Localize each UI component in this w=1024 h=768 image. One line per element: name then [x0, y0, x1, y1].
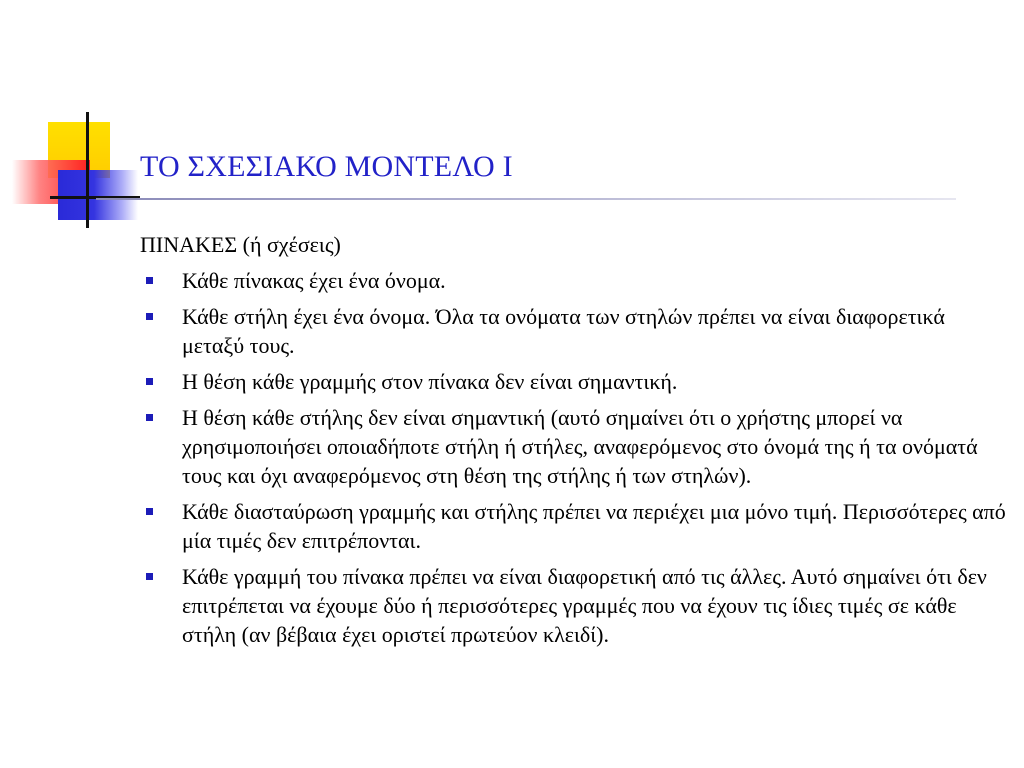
- bullet-text: Κάθε διασταύρωση γραμμής και στήλης πρέπει να περιέχει μια μόνο τιμή. Περισσότερες από μία τιμές δεν επιτρέπονται.: [182, 499, 1006, 553]
- bullet-list: [140, 266, 1010, 649]
- bullet-item: [140, 302, 1010, 360]
- bullet-text: Κάθε στήλη έχει ένα όνομα. Όλα τα ονόματα των στηλών πρέπει να είναι διαφορετικά μεταξύ τους.: [182, 304, 945, 358]
- bullet-text: Η θέση κάθε γραμμής στον πίνακα δεν είναι σημαντική.: [182, 369, 678, 394]
- slide-corner-logo-icon: [0, 0, 200, 240]
- square-bullet-icon: [146, 573, 153, 580]
- bullet-text: Η θέση κάθε στήλης δεν είναι σημαντική (αυτό σημαίνει ότι ο χρήστης μπορεί να χρησιμοποιήσει οποιαδήποτε στήλη ή στήλες, αναφερόμενος στο όνομά της ή τα ονόματά τους και όχι αναφερόμενος στη θέση της στήλης ή των στηλών).: [182, 405, 978, 488]
- square-bullet-icon: [146, 508, 153, 515]
- slide-body: [140, 230, 1010, 656]
- logo-vertical-line: [86, 112, 89, 228]
- bullet-text: Κάθε γραμμή του πίνακα πρέπει να είναι διαφορετική από τις άλλες. Αυτό σημαίνει ότι δεν επιτρέπεται να έχουμε δύο ή περισσότερες γραμμές που να έχουν τις ίδιες τιμές σε κάθε στήλη (αν βέβαια έχει οριστεί πρωτεύον κλειδί).: [182, 564, 987, 647]
- square-bullet-icon: [146, 378, 153, 385]
- section-heading: ΠΙΝΑΚΕΣ (ή σχέσεις): [140, 232, 341, 257]
- bullet-item: [140, 497, 1010, 555]
- slide-title: ΤΟ ΣΧΕΣΙΑΚΟ ΜΟΝΤΕΛΟ Ι: [140, 150, 513, 183]
- logo-blue-square: [58, 170, 138, 220]
- title-underline: [96, 198, 956, 200]
- square-bullet-icon: [146, 414, 153, 421]
- bullet-item: [140, 266, 1010, 295]
- bullet-item: [140, 367, 1010, 396]
- bullet-item: [140, 562, 1010, 649]
- square-bullet-icon: [146, 277, 153, 284]
- bullet-text: Κάθε πίνακας έχει ένα όνομα.: [182, 268, 446, 293]
- bullet-item: [140, 403, 1010, 490]
- square-bullet-icon: [146, 313, 153, 320]
